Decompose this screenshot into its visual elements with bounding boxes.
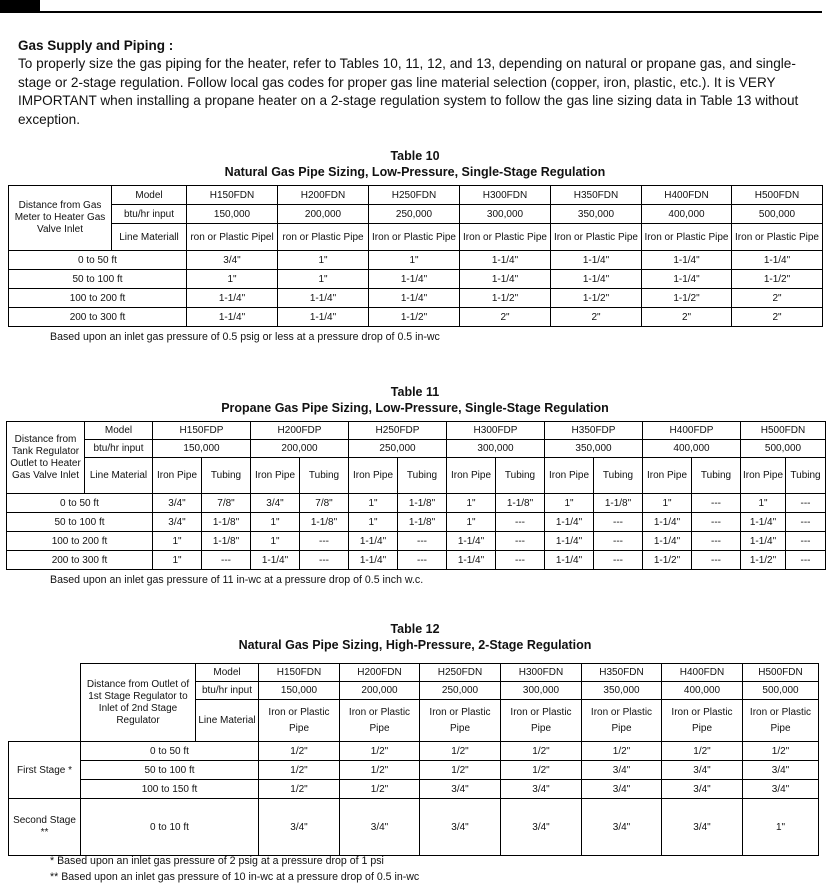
table11-header-row xyxy=(7,458,826,494)
table12 xyxy=(8,663,819,856)
table11-value: --- xyxy=(496,551,545,570)
table12-value: 1/2" xyxy=(662,742,743,761)
table11-value: 1" xyxy=(643,494,692,513)
table11-subheader-iron: Iron Pipe xyxy=(447,458,496,494)
table12-model: H400FDN xyxy=(662,664,743,682)
top-rule xyxy=(0,0,822,12)
table10-subtitle: Natural Gas Pipe Sizing, Low-Pressure, Single-Stage Regulation xyxy=(224,165,606,179)
table11-value: --- xyxy=(786,494,826,513)
table12-value: 3/4" xyxy=(662,799,743,856)
table11-model: H500FDN xyxy=(741,422,826,440)
table10-value: 1-1/2" xyxy=(732,270,823,289)
table12-value: 3/4" xyxy=(340,799,420,856)
table11-subheader-tubing: Tubing xyxy=(692,458,741,494)
table10-title: Table 10 xyxy=(390,149,440,163)
table12-model: H150FDN xyxy=(259,664,340,682)
table11-value: --- xyxy=(786,551,826,570)
table12-corner-label: Distance from Outlet of 1st Stage Regulator to Inlet of 2nd Stage Regulator xyxy=(81,664,196,742)
table11-value: 1-1/8" xyxy=(202,532,251,551)
table11-value: --- xyxy=(692,551,741,570)
table11-value: 1" xyxy=(545,494,594,513)
table11-subheader-tubing: Tubing xyxy=(398,458,447,494)
table11-subheader-tubing: Tubing xyxy=(496,458,545,494)
table11-title: Table 11 xyxy=(390,385,440,399)
table10-header-cell: 300,000 xyxy=(460,205,551,224)
table10-value: 1-1/4" xyxy=(278,289,369,308)
table10-value: 1-1/4" xyxy=(369,270,460,289)
table11-value: 1" xyxy=(349,513,398,532)
table11-btu: 500,000 xyxy=(741,440,826,458)
table11-subheader-iron: Iron Pipe xyxy=(251,458,300,494)
table10-value: 2" xyxy=(460,308,551,327)
table10-row-label: btu/hr input xyxy=(112,205,187,224)
table11-value: 1-1/4" xyxy=(643,532,692,551)
table11-value: 1-1/4" xyxy=(741,532,786,551)
table10-value: 1" xyxy=(278,251,369,270)
table11-value: 1-1/4" xyxy=(643,513,692,532)
table10-distance-label: 50 to 100 ft xyxy=(9,270,187,289)
table12-btu: 500,000 xyxy=(743,682,819,700)
table11-value: 1" xyxy=(251,532,300,551)
table11-value: 1-1/8" xyxy=(496,494,545,513)
table10-value: 1-1/4" xyxy=(369,289,460,308)
table11-value: --- xyxy=(202,551,251,570)
table10-header-row xyxy=(9,205,823,224)
table12-blank-corner xyxy=(9,664,81,742)
table11-distance-label: 50 to 100 ft xyxy=(7,513,153,532)
table11-value: 1-1/8" xyxy=(398,494,447,513)
table12-material: Iron or Plastic Pipe xyxy=(662,700,743,742)
table11-caption xyxy=(0,384,830,416)
table11-distance-label: 0 to 50 ft xyxy=(7,494,153,513)
table11-value: 1-1/4" xyxy=(447,551,496,570)
table10-corner-label: Distance from Gas Meter to Heater Gas Valve Inlet xyxy=(9,186,112,251)
table11-value: 1-1/4" xyxy=(349,532,398,551)
section-heading: Gas Supply and Piping : xyxy=(18,38,174,53)
table12-value: 1/2" xyxy=(259,761,340,780)
table12-value: 1" xyxy=(743,799,819,856)
table10-row-label: Line Materiall xyxy=(112,224,187,251)
table11-value: --- xyxy=(692,532,741,551)
table12-value: 3/4" xyxy=(420,799,501,856)
table11-value: 1-1/4" xyxy=(741,513,786,532)
table11-value: 7/8" xyxy=(202,494,251,513)
table12-btu: 250,000 xyxy=(420,682,501,700)
table12-btu: 400,000 xyxy=(662,682,743,700)
table11-value: --- xyxy=(398,551,447,570)
table11-value: 1-1/4" xyxy=(349,551,398,570)
table11-subheader-iron: Iron Pipe xyxy=(545,458,594,494)
table11-value: 1" xyxy=(741,494,786,513)
table11-subheader-iron: Iron Pipe xyxy=(741,458,786,494)
table11-subheader-iron: Iron Pipe xyxy=(349,458,398,494)
table12-model: H350FDN xyxy=(582,664,662,682)
table12-value: 3/4" xyxy=(662,761,743,780)
table11-model: H300FDP xyxy=(447,422,545,440)
table-row xyxy=(9,761,819,780)
table12-value: 1/2" xyxy=(340,761,420,780)
table12-first-stage-label: First Stage * xyxy=(9,742,81,799)
table10-header-cell: 200,000 xyxy=(278,205,369,224)
table10-value: 1-1/2" xyxy=(369,308,460,327)
table10-value: 1-1/4" xyxy=(642,270,732,289)
table11-subheader-tubing: Tubing xyxy=(202,458,251,494)
table10-header-cell: Iron or Plastic Pipe xyxy=(642,224,732,251)
table11-value: 1" xyxy=(251,513,300,532)
table-row xyxy=(7,551,826,570)
table-row xyxy=(9,799,819,856)
table11-model: H350FDP xyxy=(545,422,643,440)
table12-distance-label: 100 to 150 ft xyxy=(81,780,259,799)
table11-value: 1-1/4" xyxy=(545,532,594,551)
table-row xyxy=(9,289,823,308)
table10-value: 1-1/4" xyxy=(551,251,642,270)
table-row xyxy=(9,251,823,270)
table12-note2: ** Based upon an inlet gas pressure of 10 in-wc at a pressure drop of 0.5 in-wc xyxy=(50,871,420,883)
table10-distance-label: 200 to 300 ft xyxy=(9,308,187,327)
table10-header-cell: H300FDN xyxy=(460,186,551,205)
table11-value: 1-1/2" xyxy=(643,551,692,570)
table10-note: Based upon an inlet gas pressure of 0.5 psig or less at a pressure drop of 0.5 in-wc xyxy=(50,331,440,343)
table10-value: 1-1/2" xyxy=(551,289,642,308)
table10-value: 1-1/4" xyxy=(278,308,369,327)
table11-value: --- xyxy=(594,551,643,570)
table12-material: Iron or Plastic Pipe xyxy=(501,700,582,742)
table12-value: 1/2" xyxy=(501,742,582,761)
table12-btu: 300,000 xyxy=(501,682,582,700)
table11-value: --- xyxy=(692,513,741,532)
table12-model: H500FDN xyxy=(743,664,819,682)
table11-distance-label: 100 to 200 ft xyxy=(7,532,153,551)
table12-row-label: btu/hr input xyxy=(196,682,259,700)
header-line xyxy=(0,11,822,13)
table11-value: 1-1/8" xyxy=(594,494,643,513)
table10-value: 2" xyxy=(551,308,642,327)
table11-btu: 250,000 xyxy=(349,440,447,458)
table11-value: 1" xyxy=(153,551,202,570)
table-row xyxy=(9,308,823,327)
table12-caption xyxy=(0,621,830,653)
table10-value: 1-1/2" xyxy=(642,289,732,308)
table10-header-cell: 350,000 xyxy=(551,205,642,224)
table11-value: --- xyxy=(786,513,826,532)
table12-note1: * Based upon an inlet gas pressure of 2 psig at a pressure drop of 1 psi xyxy=(50,855,384,867)
table11-value: 1" xyxy=(447,494,496,513)
table12-btu: 200,000 xyxy=(340,682,420,700)
table10-header-row xyxy=(9,186,823,205)
table10-header-cell: H350FDN xyxy=(551,186,642,205)
table12-value: 1/2" xyxy=(582,742,662,761)
table10-header-cell: H150FDN xyxy=(187,186,278,205)
table11-value: --- xyxy=(692,494,741,513)
table11-value: 1-1/8" xyxy=(202,513,251,532)
table11-header-row xyxy=(7,440,826,458)
table11-btu: 350,000 xyxy=(545,440,643,458)
table10-value: 3/4" xyxy=(187,251,278,270)
table10-value: 1-1/4" xyxy=(551,270,642,289)
table10-value: 2" xyxy=(732,308,823,327)
table12-distance-label: 50 to 100 ft xyxy=(81,761,259,780)
table-row xyxy=(9,270,823,289)
table12-model: H300FDN xyxy=(501,664,582,682)
table10-header-cell: Iron or Plastic Pipe xyxy=(551,224,642,251)
table12-btu: 150,000 xyxy=(259,682,340,700)
table10-row-label: Model xyxy=(112,186,187,205)
table-row xyxy=(7,513,826,532)
table12-material: Iron or Plastic Pipe xyxy=(420,700,501,742)
table12-row-label: Line Material xyxy=(196,700,259,742)
table10-value: 1" xyxy=(369,251,460,270)
table11-value: --- xyxy=(398,532,447,551)
table11-value: --- xyxy=(594,513,643,532)
table12-btu: 350,000 xyxy=(582,682,662,700)
table12-value: 1/2" xyxy=(259,742,340,761)
table12-value: 1/2" xyxy=(420,742,501,761)
table11-value: 1" xyxy=(153,532,202,551)
table10-value: 1-1/4" xyxy=(460,251,551,270)
table10-value: 1" xyxy=(187,270,278,289)
table11-value: --- xyxy=(300,551,349,570)
table11-value: 1-1/8" xyxy=(300,513,349,532)
table-row xyxy=(7,532,826,551)
table12-value: 1/2" xyxy=(501,761,582,780)
table10-value: 1-1/4" xyxy=(460,270,551,289)
table11-header-row xyxy=(7,422,826,440)
table11-value: --- xyxy=(594,532,643,551)
table11-btu: 300,000 xyxy=(447,440,545,458)
table11-value: 1-1/4" xyxy=(545,551,594,570)
table10-header-cell: H250FDN xyxy=(369,186,460,205)
table12-value: 1/2" xyxy=(340,742,420,761)
table11-corner-label: Distance from Tank Regulator Outlet to Heater Gas Valve Inlet xyxy=(7,422,85,494)
table12-value: 3/4" xyxy=(582,799,662,856)
table12-row-label: Model xyxy=(196,664,259,682)
table12-value: 1/2" xyxy=(340,780,420,799)
table10-header-cell: Iron or Plastic Pipe xyxy=(369,224,460,251)
table11-subheader-tubing: Tubing xyxy=(786,458,826,494)
table12-title: Table 12 xyxy=(390,622,440,636)
table10-caption xyxy=(0,148,830,180)
table11-subheader-tubing: Tubing xyxy=(300,458,349,494)
table10-header-cell: H200FDN xyxy=(278,186,369,205)
table12-value: 1/2" xyxy=(743,742,819,761)
table11-subheader-tubing: Tubing xyxy=(594,458,643,494)
table12-material: Iron or Plastic Pipe xyxy=(743,700,819,742)
table12-value: 3/4" xyxy=(420,780,501,799)
table11-model: H400FDP xyxy=(643,422,741,440)
table11-value: 1-1/4" xyxy=(545,513,594,532)
table10-distance-label: 0 to 50 ft xyxy=(9,251,187,270)
table11-value: 1-1/8" xyxy=(398,513,447,532)
table12-value: 1/2" xyxy=(420,761,501,780)
table10-header-cell: 150,000 xyxy=(187,205,278,224)
table10 xyxy=(8,185,823,327)
table12-material: Iron or Plastic Pipe xyxy=(582,700,662,742)
table10-header-cell: Iron or Plastic Pipe xyxy=(732,224,823,251)
table11-value: 3/4" xyxy=(153,513,202,532)
table12-model: H250FDN xyxy=(420,664,501,682)
table-row xyxy=(7,494,826,513)
table12-model: H200FDN xyxy=(340,664,420,682)
table11-value: 1" xyxy=(447,513,496,532)
table11-note: Based upon an inlet gas pressure of 11 in-wc at a pressure drop of 0.5 inch w.c. xyxy=(50,574,424,586)
table12-subtitle: Natural Gas Pipe Sizing, High-Pressure, 2-Stage Regulation xyxy=(238,638,592,652)
table11-value: 1-1/2" xyxy=(741,551,786,570)
table12-material: Iron or Plastic Pipe xyxy=(340,700,420,742)
table12-value: 3/4" xyxy=(259,799,340,856)
table11-row-label: Model xyxy=(85,422,153,440)
table-row xyxy=(9,742,819,761)
table10-value: 1" xyxy=(278,270,369,289)
table12-value: 3/4" xyxy=(582,780,662,799)
table11-value: 1-1/4" xyxy=(447,532,496,551)
table11-model: H200FDP xyxy=(251,422,349,440)
table12-header-row xyxy=(9,664,819,682)
table11-value: 1" xyxy=(349,494,398,513)
table10-header-cell: 400,000 xyxy=(642,205,732,224)
table10-value: 1-1/2" xyxy=(460,289,551,308)
table11-btu: 400,000 xyxy=(643,440,741,458)
table12-value: 3/4" xyxy=(582,761,662,780)
table12-value: 3/4" xyxy=(743,780,819,799)
table11-subtitle: Propane Gas Pipe Sizing, Low-Pressure, Single-Stage Regulation xyxy=(221,401,609,415)
table12-value: 3/4" xyxy=(501,780,582,799)
table12-value: 3/4" xyxy=(501,799,582,856)
table11-subheader-iron: Iron Pipe xyxy=(153,458,202,494)
table10-distance-label: 100 to 200 ft xyxy=(9,289,187,308)
table11-value: --- xyxy=(786,532,826,551)
table11-value: --- xyxy=(496,513,545,532)
table12-value: 3/4" xyxy=(662,780,743,799)
table11-model: H150FDP xyxy=(153,422,251,440)
intro-paragraph: To properly size the gas piping for the heater, refer to Tables 10, 11, 12, and 13, depending on natural or propane gas, and single-stage or 2-stage regulation. Follow local gas codes for proper gas line material selection (copper, iron, plastic, etc.). It is VERY IMPORTANT when installing a propane heater on a 2-stage regulation system to follow the gas line sizing data in Table 13 without exception. xyxy=(18,56,799,127)
table12-distance-label: 0 to 10 ft xyxy=(81,799,259,856)
table12-second-stage-label: Second Stage ** xyxy=(9,799,81,856)
table10-value: 2" xyxy=(642,308,732,327)
table11-value: 3/4" xyxy=(153,494,202,513)
table11-row-label: Line Material xyxy=(85,458,153,494)
table10-header-cell: ron or Plastic Pipel xyxy=(187,224,278,251)
table11-value: 7/8" xyxy=(300,494,349,513)
table10-value: 2" xyxy=(732,289,823,308)
table10-header-cell: H400FDN xyxy=(642,186,732,205)
table10-header-cell: Iron or Plastic Pipe xyxy=(460,224,551,251)
table11-value: --- xyxy=(300,532,349,551)
table11-subheader-iron: Iron Pipe xyxy=(643,458,692,494)
table11-row-label: btu/hr input xyxy=(85,440,153,458)
table10-value: 1-1/4" xyxy=(732,251,823,270)
table10-value: 1-1/4" xyxy=(642,251,732,270)
table11-model: H250FDP xyxy=(349,422,447,440)
table11-btu: 200,000 xyxy=(251,440,349,458)
table11-value: 1-1/4" xyxy=(251,551,300,570)
table-row xyxy=(9,780,819,799)
table11-value: 3/4" xyxy=(251,494,300,513)
table11-distance-label: 200 to 300 ft xyxy=(7,551,153,570)
table10-value: 1-1/4" xyxy=(187,289,278,308)
table11 xyxy=(6,421,826,570)
table11-btu: 150,000 xyxy=(153,440,251,458)
table10-header-cell: H500FDN xyxy=(732,186,823,205)
table10-header-cell: ron or Plastic Pipe xyxy=(278,224,369,251)
table11-value: --- xyxy=(496,532,545,551)
table10-header-row xyxy=(9,224,823,251)
table12-value: 1/2" xyxy=(259,780,340,799)
table12-distance-label: 0 to 50 ft xyxy=(81,742,259,761)
table10-value: 1-1/4" xyxy=(187,308,278,327)
table12-value: 3/4" xyxy=(743,761,819,780)
table12-material: Iron or Plastic Pipe xyxy=(259,700,340,742)
table10-header-cell: 500,000 xyxy=(732,205,823,224)
table10-header-cell: 250,000 xyxy=(369,205,460,224)
